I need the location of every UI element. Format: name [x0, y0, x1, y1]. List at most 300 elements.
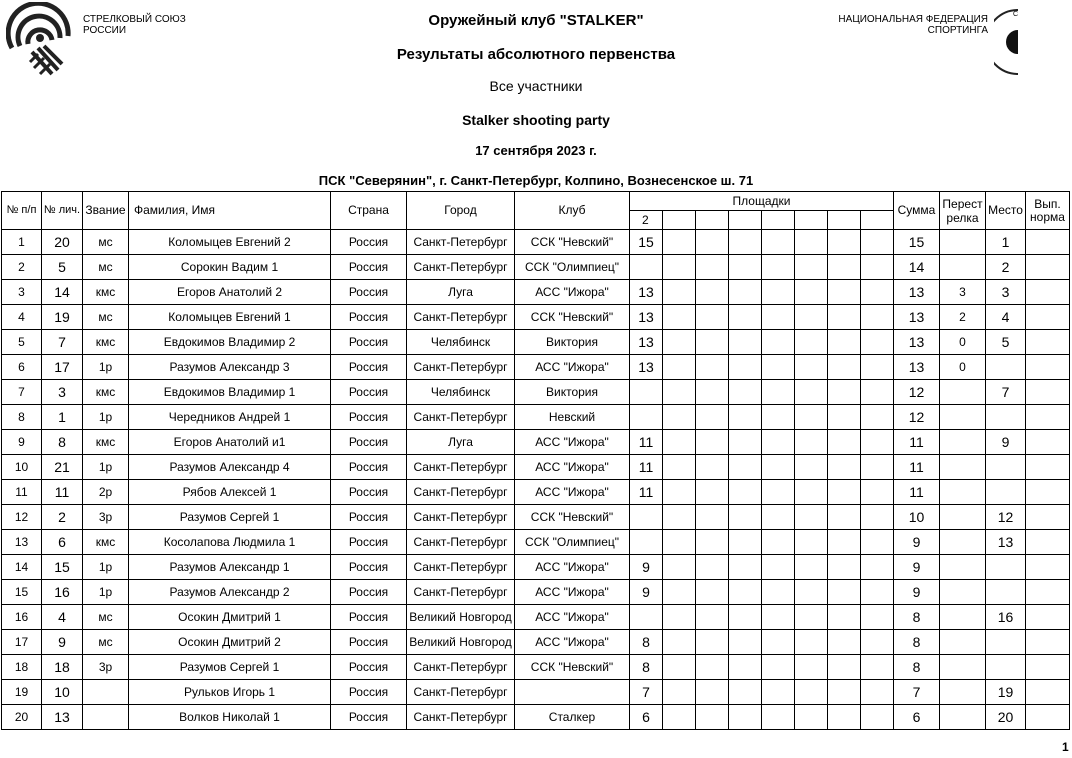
- table-row: [2, 555, 1070, 580]
- cell-club: ССК "Невский": [515, 305, 630, 330]
- cell-station-empty: [861, 480, 894, 505]
- page-number: 1: [1062, 740, 1069, 754]
- cell-station-empty: [663, 530, 696, 555]
- cell-num: 4: [2, 305, 42, 330]
- cell-station-empty: [696, 505, 729, 530]
- cell-city: Санкт-Петербург: [407, 405, 515, 430]
- cell-num: 2: [2, 255, 42, 280]
- cell-station-empty: [663, 330, 696, 355]
- event-venue: ПСК "Северянин", г. Санкт-Петербург, Колпино, Вознесенское ш. 71: [318, 173, 754, 188]
- col-station-empty: [696, 211, 729, 230]
- cell-station-score: [630, 405, 663, 430]
- cell-station-empty: [729, 330, 762, 355]
- cell-station-score: 11: [630, 455, 663, 480]
- cell-station-empty: [795, 305, 828, 330]
- cell-station-empty: [696, 455, 729, 480]
- col-station-empty: [729, 211, 762, 230]
- cell-station-empty: [795, 705, 828, 730]
- cell-station-empty: [861, 255, 894, 280]
- cell-station-empty: [861, 430, 894, 455]
- cell-station-score: 9: [630, 580, 663, 605]
- cell-rank: 1р: [83, 405, 129, 430]
- cell-norm: [1026, 530, 1070, 555]
- cell-station-empty: [729, 380, 762, 405]
- cell-shootoff: [940, 530, 986, 555]
- cell-rank: мс: [83, 255, 129, 280]
- cell-country: Россия: [331, 405, 407, 430]
- cell-club: АСС "Ижора": [515, 280, 630, 305]
- cell-place: 20: [986, 705, 1026, 730]
- col-city: Город: [407, 192, 515, 230]
- cell-station-empty: [663, 455, 696, 480]
- cell-license: 1: [42, 405, 83, 430]
- cell-station-empty: [663, 355, 696, 380]
- cell-city: Луга: [407, 430, 515, 455]
- cell-place: 13: [986, 530, 1026, 555]
- cell-station-empty: [762, 630, 795, 655]
- cell-station-empty: [762, 530, 795, 555]
- cell-city: Челябинск: [407, 380, 515, 405]
- cell-shootoff: [940, 230, 986, 255]
- cell-name: Евдокимов Владимир 1: [129, 380, 331, 405]
- cell-station-empty: [663, 705, 696, 730]
- cell-num: 17: [2, 630, 42, 655]
- table-row: [2, 605, 1070, 630]
- cell-club: АСС "Ижора": [515, 555, 630, 580]
- cell-station-empty: [861, 455, 894, 480]
- subtitle: Все участники: [489, 78, 583, 94]
- cell-license: 6: [42, 530, 83, 555]
- cell-rank: мс: [83, 605, 129, 630]
- cell-club: АСС "Ижора": [515, 605, 630, 630]
- cell-country: Россия: [331, 430, 407, 455]
- cell-station-empty: [696, 280, 729, 305]
- cell-station-empty: [663, 405, 696, 430]
- cell-station-score: 13: [630, 305, 663, 330]
- cell-station-empty: [828, 605, 861, 630]
- cell-station-empty: [828, 280, 861, 305]
- cell-name: Рябов Алексей 1: [129, 480, 331, 505]
- cell-station-score: [630, 505, 663, 530]
- cell-city: Челябинск: [407, 330, 515, 355]
- cell-shootoff: 0: [940, 330, 986, 355]
- cell-station-empty: [861, 705, 894, 730]
- cell-license: 9: [42, 630, 83, 655]
- cell-station-empty: [696, 355, 729, 380]
- cell-station-empty: [828, 580, 861, 605]
- cell-sum: 9: [894, 555, 940, 580]
- cell-num: 20: [2, 705, 42, 730]
- cell-country: Россия: [331, 305, 407, 330]
- cell-name: Рульков Игорь 1: [129, 680, 331, 705]
- cell-rank: [83, 705, 129, 730]
- cell-station-empty: [762, 430, 795, 455]
- cell-station-empty: [696, 580, 729, 605]
- cell-shootoff: 0: [940, 355, 986, 380]
- cell-station-empty: [828, 405, 861, 430]
- cell-sum: 10: [894, 505, 940, 530]
- col-num: № п/п: [2, 192, 42, 230]
- cell-rank: мс: [83, 630, 129, 655]
- cell-num: 6: [2, 355, 42, 380]
- cell-sum: 14: [894, 255, 940, 280]
- cell-station-empty: [795, 680, 828, 705]
- cell-club: [515, 680, 630, 705]
- cell-rank: кмс: [83, 530, 129, 555]
- cell-norm: [1026, 355, 1070, 380]
- cell-station-empty: [729, 280, 762, 305]
- col-stations: Площадки: [630, 192, 894, 211]
- cell-city: Луга: [407, 280, 515, 305]
- cell-station-empty: [795, 380, 828, 405]
- cell-station-empty: [828, 355, 861, 380]
- cell-station-empty: [795, 280, 828, 305]
- table-row: [2, 505, 1070, 530]
- cell-place: 5: [986, 330, 1026, 355]
- cell-shootoff: 2: [940, 305, 986, 330]
- cell-norm: [1026, 380, 1070, 405]
- cell-station-empty: [696, 305, 729, 330]
- cell-club: ССК "Невский": [515, 655, 630, 680]
- cell-rank: 2р: [83, 480, 129, 505]
- col-license: № лич.: [42, 192, 83, 230]
- cell-shootoff: [940, 705, 986, 730]
- cell-country: Россия: [331, 280, 407, 305]
- cell-num: 14: [2, 555, 42, 580]
- cell-name: Сорокин Вадим 1: [129, 255, 331, 280]
- cell-norm: [1026, 680, 1070, 705]
- cell-station-empty: [795, 555, 828, 580]
- cell-station-empty: [663, 430, 696, 455]
- cell-city: Санкт-Петербург: [407, 530, 515, 555]
- cell-rank: кмс: [83, 330, 129, 355]
- cell-place: 2: [986, 255, 1026, 280]
- cell-station-empty: [729, 255, 762, 280]
- cell-station-empty: [828, 705, 861, 730]
- cell-station-empty: [861, 280, 894, 305]
- cell-station-score: 11: [630, 430, 663, 455]
- cell-station-empty: [828, 480, 861, 505]
- cell-shootoff: [940, 505, 986, 530]
- cell-license: 2: [42, 505, 83, 530]
- cell-norm: [1026, 330, 1070, 355]
- cell-station-empty: [729, 230, 762, 255]
- cell-station-empty: [861, 330, 894, 355]
- cell-sum: 12: [894, 380, 940, 405]
- cell-num: 16: [2, 605, 42, 630]
- cell-sum: 8: [894, 605, 940, 630]
- cell-license: 7: [42, 330, 83, 355]
- cell-station-empty: [762, 280, 795, 305]
- cell-station-empty: [663, 655, 696, 680]
- cell-city: Санкт-Петербург: [407, 580, 515, 605]
- cell-station-empty: [762, 455, 795, 480]
- cell-country: Россия: [331, 705, 407, 730]
- cell-station-empty: [861, 580, 894, 605]
- cell-club: Виктория: [515, 380, 630, 405]
- cell-club: АСС "Ижора": [515, 630, 630, 655]
- cell-sum: 11: [894, 455, 940, 480]
- cell-city: Санкт-Петербург: [407, 255, 515, 280]
- cell-country: Россия: [331, 505, 407, 530]
- cell-station-score: 6: [630, 705, 663, 730]
- cell-station-empty: [828, 680, 861, 705]
- table-row: [2, 405, 1070, 430]
- table-row: [2, 630, 1070, 655]
- cell-station-empty: [795, 655, 828, 680]
- cell-station-empty: [729, 355, 762, 380]
- cell-club: Сталкер: [515, 705, 630, 730]
- cell-station-empty: [762, 305, 795, 330]
- cell-license: 10: [42, 680, 83, 705]
- cell-station-empty: [729, 305, 762, 330]
- cell-shootoff: [940, 480, 986, 505]
- cell-club: ССК "Невский": [515, 230, 630, 255]
- cell-station-empty: [861, 355, 894, 380]
- cell-station-empty: [729, 655, 762, 680]
- cell-station-empty: [795, 255, 828, 280]
- cell-station-empty: [663, 280, 696, 305]
- cell-shootoff: [940, 430, 986, 455]
- col-sum: Сумма: [894, 192, 940, 230]
- cell-rank: 1р: [83, 355, 129, 380]
- cell-license: 19: [42, 305, 83, 330]
- cell-station-empty: [696, 705, 729, 730]
- cell-station-empty: [762, 230, 795, 255]
- cell-city: Санкт-Петербург: [407, 680, 515, 705]
- col-country: Страна: [331, 192, 407, 230]
- cell-station-empty: [762, 330, 795, 355]
- cell-country: Россия: [331, 455, 407, 480]
- cell-country: Россия: [331, 630, 407, 655]
- cell-station-empty: [861, 405, 894, 430]
- col-rank: Звание: [83, 192, 129, 230]
- cell-country: Россия: [331, 355, 407, 380]
- cell-club: АСС "Ижора": [515, 355, 630, 380]
- cell-name: Егоров Анатолий и1: [129, 430, 331, 455]
- cell-club: АСС "Ижора": [515, 455, 630, 480]
- cell-sum: 8: [894, 655, 940, 680]
- cell-station-score: [630, 605, 663, 630]
- cell-rank: 3р: [83, 655, 129, 680]
- cell-num: 18: [2, 655, 42, 680]
- cell-city: Санкт-Петербург: [407, 355, 515, 380]
- cell-station-empty: [696, 555, 729, 580]
- cell-name: Коломыцев Евгений 2: [129, 230, 331, 255]
- cell-rank: кмс: [83, 380, 129, 405]
- cell-station-empty: [663, 230, 696, 255]
- col-shootoff: Перестрелка: [940, 192, 986, 230]
- cell-station-empty: [696, 405, 729, 430]
- cell-num: 10: [2, 455, 42, 480]
- col-station-1: 2: [630, 211, 663, 230]
- cell-station-score: 13: [630, 330, 663, 355]
- org-right-label: НАЦИОНАЛЬНАЯ ФЕДЕРАЦИЯ СПОРТИНГА: [838, 14, 988, 36]
- col-station-empty: [795, 211, 828, 230]
- cell-station-empty: [729, 605, 762, 630]
- cell-norm: [1026, 580, 1070, 605]
- cell-license: 16: [42, 580, 83, 605]
- cell-name: Разумов Александр 3: [129, 355, 331, 380]
- cell-station-score: 8: [630, 630, 663, 655]
- cell-norm: [1026, 405, 1070, 430]
- cell-place: [986, 355, 1026, 380]
- cell-city: Санкт-Петербург: [407, 555, 515, 580]
- table-row: [2, 305, 1070, 330]
- cell-station-empty: [696, 430, 729, 455]
- cell-shootoff: [940, 405, 986, 430]
- cell-place: [986, 555, 1026, 580]
- table-row: [2, 355, 1070, 380]
- cell-norm: [1026, 280, 1070, 305]
- cell-station-empty: [762, 655, 795, 680]
- cell-name: Коломыцев Евгений 1: [129, 305, 331, 330]
- cell-club: ССК "Олимпиец": [515, 530, 630, 555]
- cell-station-empty: [828, 555, 861, 580]
- cell-num: 11: [2, 480, 42, 505]
- col-station-empty: [828, 211, 861, 230]
- cell-station-empty: [762, 380, 795, 405]
- cell-station-empty: [762, 605, 795, 630]
- cell-station-empty: [762, 405, 795, 430]
- cell-norm: [1026, 255, 1070, 280]
- cell-station-empty: [663, 680, 696, 705]
- cell-license: 20: [42, 230, 83, 255]
- cell-num: 8: [2, 405, 42, 430]
- cell-place: [986, 655, 1026, 680]
- cell-club: АСС "Ижора": [515, 480, 630, 505]
- cell-norm: [1026, 305, 1070, 330]
- cell-place: [986, 455, 1026, 480]
- cell-station-empty: [861, 605, 894, 630]
- cell-sum: 12: [894, 405, 940, 430]
- cell-station-empty: [795, 455, 828, 480]
- cell-sum: 13: [894, 355, 940, 380]
- cell-station-score: 15: [630, 230, 663, 255]
- table-row: [2, 430, 1070, 455]
- cell-sum: 6: [894, 705, 940, 730]
- cell-station-empty: [795, 580, 828, 605]
- cell-station-empty: [828, 380, 861, 405]
- table-row: [2, 280, 1070, 305]
- cell-sum: 13: [894, 330, 940, 355]
- table-row: [2, 330, 1070, 355]
- cell-rank: 3р: [83, 505, 129, 530]
- cell-license: 11: [42, 480, 83, 505]
- cell-shootoff: [940, 605, 986, 630]
- cell-norm: [1026, 230, 1070, 255]
- cell-sum: 13: [894, 280, 940, 305]
- cell-name: Осокин Дмитрий 2: [129, 630, 331, 655]
- cell-name: Чередников Андрей 1: [129, 405, 331, 430]
- cell-name: Разумов Сергей 1: [129, 505, 331, 530]
- table-row: [2, 680, 1070, 705]
- cell-num: 3: [2, 280, 42, 305]
- col-place: Место: [986, 192, 1026, 230]
- cell-station-score: 11: [630, 480, 663, 505]
- cell-station-empty: [861, 230, 894, 255]
- cell-station-empty: [795, 630, 828, 655]
- col-name: Фамилия, Имя: [129, 192, 331, 230]
- cell-place: 1: [986, 230, 1026, 255]
- cell-station-empty: [762, 255, 795, 280]
- cell-station-empty: [762, 355, 795, 380]
- col-station-empty: [663, 211, 696, 230]
- cell-station-empty: [795, 530, 828, 555]
- cell-sum: 9: [894, 580, 940, 605]
- cell-station-empty: [663, 380, 696, 405]
- cell-station-score: 7: [630, 680, 663, 705]
- cell-station-empty: [729, 680, 762, 705]
- cell-sum: 13: [894, 305, 940, 330]
- cell-shootoff: 3: [940, 280, 986, 305]
- cell-rank: 1р: [83, 455, 129, 480]
- cell-station-empty: [762, 480, 795, 505]
- cell-shootoff: [940, 630, 986, 655]
- report-header: [0, 0, 1072, 190]
- cell-sum: 15: [894, 230, 940, 255]
- col-club: Клуб: [515, 192, 630, 230]
- cell-shootoff: [940, 255, 986, 280]
- cell-station-empty: [828, 455, 861, 480]
- cell-place: 7: [986, 380, 1026, 405]
- cell-place: [986, 480, 1026, 505]
- cell-station-empty: [696, 680, 729, 705]
- cell-club: ССК "Олимпиец": [515, 255, 630, 280]
- cell-license: 4: [42, 605, 83, 630]
- col-station-empty: [861, 211, 894, 230]
- cell-station-empty: [729, 530, 762, 555]
- cell-station-empty: [861, 680, 894, 705]
- cell-country: Россия: [331, 680, 407, 705]
- cell-norm: [1026, 555, 1070, 580]
- table-row: [2, 230, 1070, 255]
- table-row: [2, 455, 1070, 480]
- cell-station-empty: [696, 230, 729, 255]
- table-row: [2, 380, 1070, 405]
- cell-norm: [1026, 705, 1070, 730]
- cell-station-empty: [762, 705, 795, 730]
- cell-name: Разумов Александр 2: [129, 580, 331, 605]
- table-row: [2, 530, 1070, 555]
- cell-station-empty: [828, 655, 861, 680]
- cell-place: [986, 580, 1026, 605]
- cell-station-empty: [762, 580, 795, 605]
- cell-shootoff: [940, 455, 986, 480]
- cell-country: Россия: [331, 655, 407, 680]
- cell-station-empty: [729, 480, 762, 505]
- cell-station-empty: [696, 330, 729, 355]
- cell-license: 3: [42, 380, 83, 405]
- event-name: Stalker shooting party: [462, 112, 610, 128]
- cell-city: Санкт-Петербург: [407, 305, 515, 330]
- cell-station-empty: [795, 480, 828, 505]
- cell-city: Великий Новгород: [407, 630, 515, 655]
- cell-city: Санкт-Петербург: [407, 655, 515, 680]
- org-left-label: СТРЕЛКОВЫЙ СОЮЗ РОССИИ: [83, 14, 186, 36]
- cell-station-empty: [663, 580, 696, 605]
- cell-place: 3: [986, 280, 1026, 305]
- cell-city: Санкт-Петербург: [407, 505, 515, 530]
- cell-country: Россия: [331, 230, 407, 255]
- cell-station-score: 8: [630, 655, 663, 680]
- cell-shootoff: [940, 380, 986, 405]
- cell-license: 17: [42, 355, 83, 380]
- cell-name: Евдокимов Владимир 2: [129, 330, 331, 355]
- cell-rank: 1р: [83, 580, 129, 605]
- cell-shootoff: [940, 580, 986, 605]
- cell-city: Великий Новгород: [407, 605, 515, 630]
